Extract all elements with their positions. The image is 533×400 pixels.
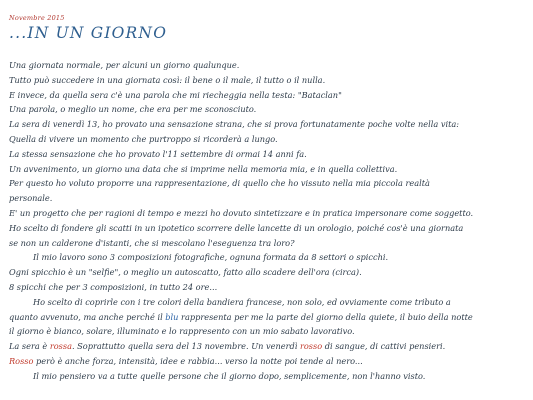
text-line: Per questo ho voluto proporre una rappresentazione, di quello che ho vissuto nella mia piccola realtà (9, 178, 430, 189)
red-word: Rosso (9, 355, 34, 366)
text-line: Un avvenimento, un giorno una data che si imprime nella memoria mia, e in quella collettiva. (9, 163, 398, 174)
text-line: Tutto può succedere in una giornata così: il bene o il male, il tutto o il nulla. (9, 74, 326, 85)
text-segment: . Soprattutto quella sera del 13 novembre. Un venerdì (71, 341, 300, 352)
document-date: Novembre 2015 (9, 14, 65, 22)
blue-word: blu (165, 311, 179, 322)
text-line: Una giornata normale, per alcuni un giorno qualunque. (9, 60, 240, 70)
text-line: 8 spicchi che per 3 composizioni, in tutto 24 ore... (9, 281, 218, 292)
text-line: Una parola, o meglio un nome, che era per me sconosciuto. (9, 104, 257, 115)
text-line: La sera di venerdì 13, ho provato una sensazione strana, che si prova fortunatamente poche volte nella vita: (9, 119, 460, 130)
text-segment: di sangue, di cattivi pensieri. (322, 341, 446, 352)
text-line: se non un calderone d'istanti, che si mescolano l'eseguenza tra loro? (9, 237, 295, 248)
text-line: Ogni spicchio è un "selfie", o meglio un autoscatto, fatto allo scadere dell'ora (circa). (9, 267, 362, 278)
text-line: E invece, da quella sera c'è una parola che mi riecheggia nella testa: "Bataclan" (9, 89, 342, 100)
text-line: Ho scelto di coprirle con i tre colori della bandiera francese, non solo, ed ovviamente come tributo a (33, 296, 451, 307)
text-line: il giorno è bianco, solare, illuminato e lo rappresento con un mio sabato lavorativo. (9, 326, 355, 337)
text-line (9, 310, 531, 325)
text-segment: La sera è (9, 341, 50, 352)
document-title: ...IN UN GIORNO (9, 24, 168, 42)
text-segment: rappresenta per me la parte del giorno della quiete, il buio della notte (178, 311, 473, 322)
text-line: Il mio lavoro sono 3 composizioni fotografiche, ognuna formata da 8 settori o spicchi. (33, 252, 389, 263)
text-line: Ho scelto di fondere gli scatti in un ipotetico scorrere delle lancette di un orologio, poiché cos'è una giornata (9, 222, 464, 233)
text-line: Quella di vivere un momento che purtroppo si ricorderà a lungo. (9, 133, 278, 144)
text-segment: quanto avvenuto, ma anche perché il (9, 311, 166, 322)
text-segment: però è anche forza, intensità, idee e rabbia... verso la notte poi tende al nero... (33, 355, 363, 366)
text-line: Il mio pensiero va a tutte quelle persone che il giorno dopo, semplicemente, non l'hanno visto. (33, 370, 426, 381)
text-line: La stessa sensazione che ho provato l'11 settembre di ormai 14 anni fa. (9, 148, 307, 159)
red-word: rossa (49, 341, 72, 352)
text-line: E' un progetto che per ragioni di tempo e mezzi ho dovuto sintetizzare e in pratica impersonare come soggetto. (9, 207, 474, 218)
text-line: personale. (9, 193, 53, 204)
red-word: rosso (299, 341, 323, 352)
text-line (9, 339, 531, 354)
document-body (9, 58, 531, 384)
text-line (9, 354, 531, 369)
